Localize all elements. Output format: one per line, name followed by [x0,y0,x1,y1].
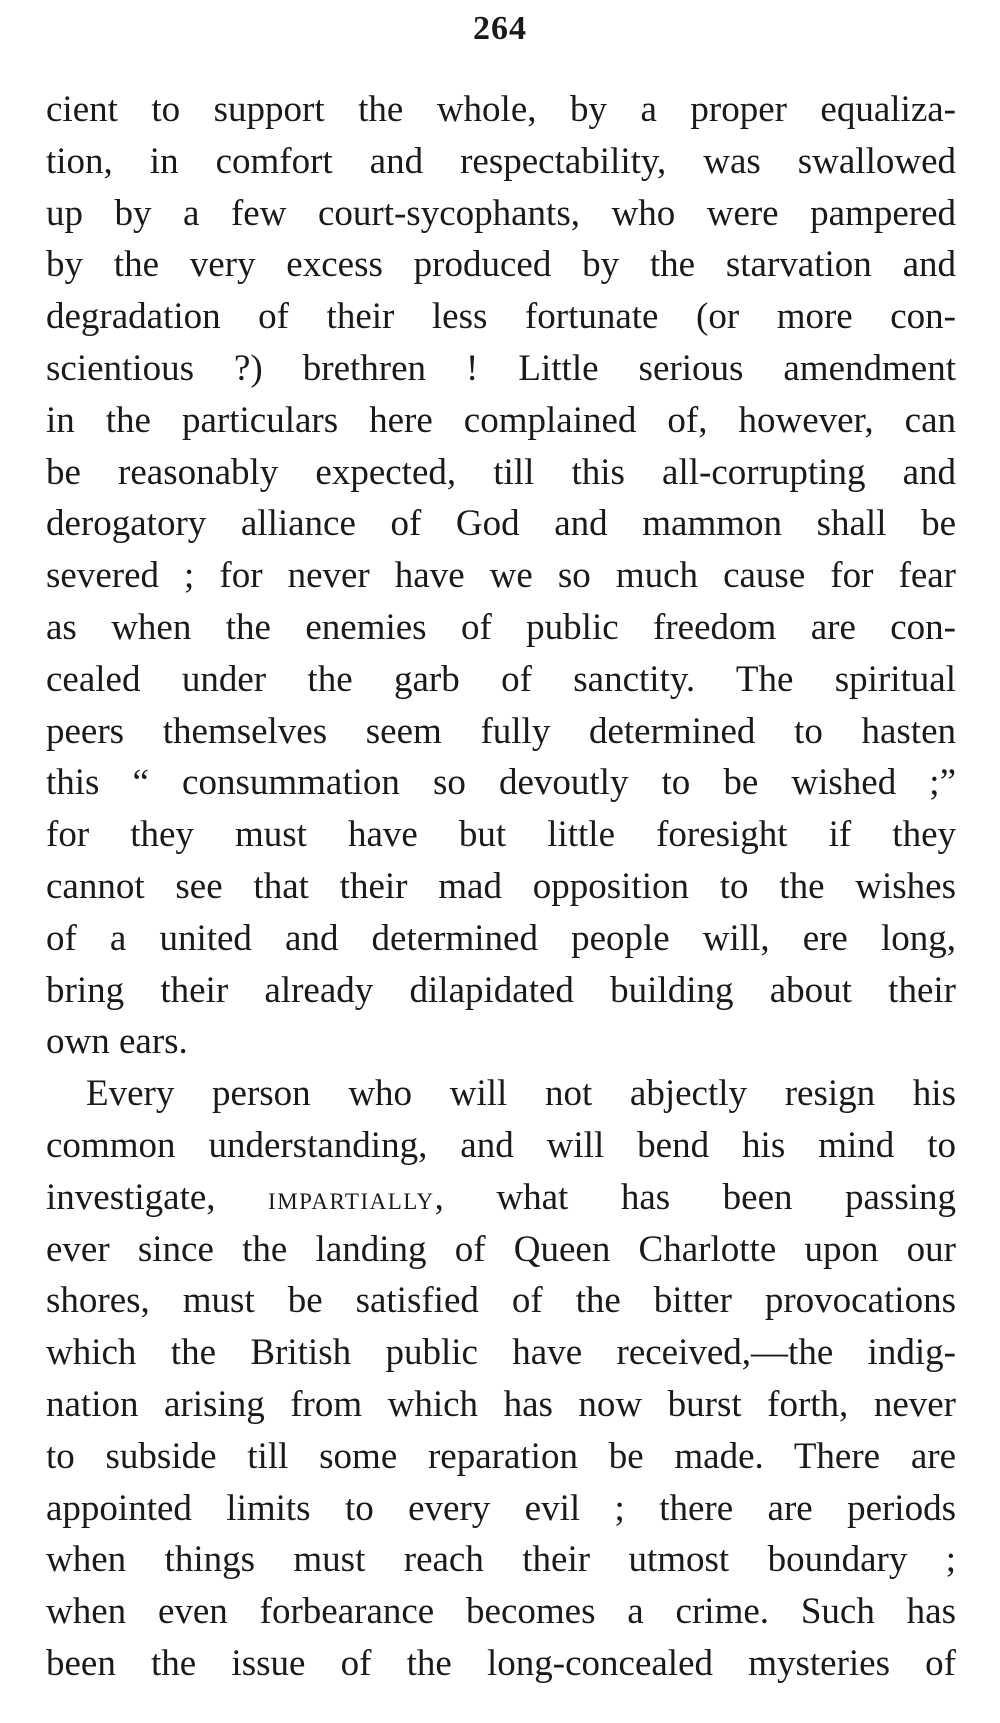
text-fragment: investigate, [46,1176,269,1218]
text-line: which the British public have received,—the indig- [46,1332,956,1374]
text-line: severed ; for never have we so much cause for fear [46,555,956,597]
page-number: 264 [473,10,527,47]
text-line: appointed limits to every evil ; there are periods [46,1487,956,1529]
text-line: cealed under the garb of sanctity. The spiritual [46,658,956,700]
emphasis-smallcaps: impartially [268,1179,435,1217]
text-line: Every person who will not abjectly resign his [86,1073,956,1115]
text-line: for they must have but little foresight if they [46,814,956,856]
text-line: degradation of their less fortunate (or more con- [46,296,956,338]
text-line: as when the enemies of public freedom are con- [46,606,956,648]
text-line: scientious ?) brethren ! Little serious amendment [46,347,956,389]
text-line: in the particulars here complained of, however, can [46,399,956,441]
paragraph-2 [46,1068,956,1690]
body-text [46,84,956,1690]
text-line: when even forbearance becomes a crime. Such has [46,1591,956,1633]
text-line: peers themselves seem fully determined to hasten [46,710,956,752]
text-line: cient to support the whole, by a proper equaliza- [46,89,956,130]
text-line: this “ consummation so devoutly to be wished ;” [46,762,956,804]
text-line: when things must reach their utmost boundary ; [46,1539,956,1581]
text-line: by the very excess produced by the starvation and [46,244,956,286]
paragraph-1 [46,84,956,1068]
text-line: ever since the landing of Queen Charlotte upon our [46,1228,956,1270]
text-line: shores, must be satisfied of the bitter provocations [46,1280,956,1322]
text-line: be reasonably expected, till this all-corrupting and [46,451,956,493]
text-fragment: , what has been passing [434,1176,956,1218]
text-line: nation arising from which has now burst forth, never [46,1383,956,1425]
text-line: common understanding, and will bend his mind to [46,1124,956,1166]
text-line: to subside till some reparation be made. There are [46,1435,956,1477]
text-line: own ears. [46,1021,188,1063]
text-line: been the issue of the long-concealed mysteries of [46,1642,956,1684]
text-line: of a united and determined people will, ere long, [46,917,956,959]
text-line: up by a few court-sycophants, who were pampered [46,192,956,234]
text-line [46,1172,956,1224]
text-line: tion, in comfort and respectability, was swallowed [46,140,956,182]
text-line: derogatory alliance of God and mammon shall be [46,503,956,545]
text-line: cannot see that their mad opposition to the wishes [46,865,956,907]
text-line: bring their already dilapidated building about their [46,969,956,1011]
